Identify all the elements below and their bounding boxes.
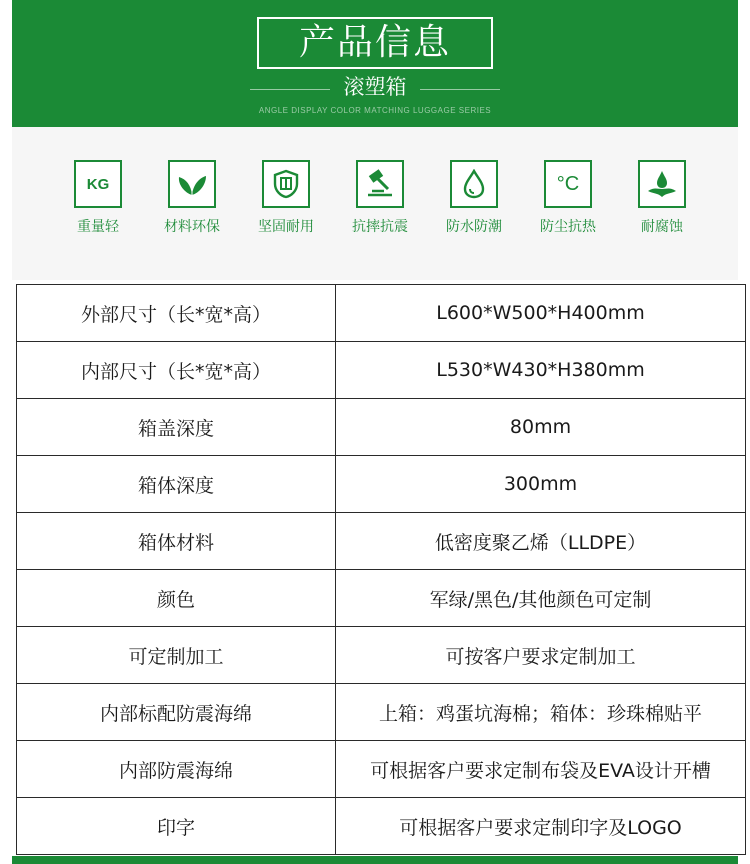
spec-label: 印字 — [17, 798, 336, 855]
spec-value: 上箱：鸡蛋坑海棉；箱体：珍珠棉贴平 — [336, 684, 746, 741]
feature-anticorrosion — [622, 160, 702, 236]
spec-label: 颜色 — [17, 570, 336, 627]
spec-label: 箱盖深度 — [17, 399, 336, 456]
feature-eco — [152, 160, 232, 236]
feature-waterproof — [434, 160, 514, 236]
feature-label: 防尘抗热 — [540, 219, 596, 235]
feature-label: 耐腐蚀 — [641, 219, 683, 235]
spec-value: 80mm — [336, 399, 746, 456]
feature-label: 重量轻 — [77, 219, 119, 235]
feature-weight — [58, 160, 138, 236]
spec-label: 可定制加工 — [17, 627, 336, 684]
feature-label: 坚固耐用 — [258, 219, 314, 235]
table-row — [17, 627, 746, 684]
table-row — [17, 684, 746, 741]
feature-label: 抗摔抗震 — [352, 219, 408, 235]
spec-label: 箱体材料 — [17, 513, 336, 570]
spec-label: 内部防震海绵 — [17, 741, 336, 798]
spec-value: 300mm — [336, 456, 746, 513]
feature-dust-heat — [528, 160, 608, 236]
spec-label: 箱体深度 — [17, 456, 336, 513]
feature-durable — [246, 160, 326, 236]
spec-table — [16, 284, 746, 855]
table-row — [17, 285, 746, 342]
spec-label: 内部尺寸（长*宽*高） — [17, 342, 336, 399]
table-row — [17, 513, 746, 570]
spec-value: 可根据客户要求定制印字及LOGO — [336, 798, 746, 855]
spec-value: L600*W500*H400mm — [336, 285, 746, 342]
feature-strip — [12, 127, 738, 280]
kg-icon-text: KG — [86, 175, 110, 193]
spec-label: 外部尺寸（长*宽*高） — [17, 285, 336, 342]
shield-icon — [262, 160, 310, 208]
english-subtitle: ANGLE DISPLAY COLOR MATCHING LUGGAGE SERIES — [258, 106, 492, 115]
spec-value: 可按客户要求定制加工 — [336, 627, 746, 684]
table-row — [17, 570, 746, 627]
corrosion-drop-icon — [638, 160, 686, 208]
kg-weight-icon — [74, 160, 122, 208]
page-title: 产品信息 — [257, 17, 493, 69]
spec-value: 可根据客户要求定制布袋及EVA设计开槽 — [336, 741, 746, 798]
gavel-icon — [356, 160, 404, 208]
feature-shockproof — [340, 160, 420, 236]
spec-value: 低密度聚乙烯（LLDPE） — [336, 513, 746, 570]
table-row — [17, 741, 746, 798]
celsius-icon-text: °C — [556, 172, 580, 195]
water-drop-icon — [450, 160, 498, 208]
table-row — [17, 798, 746, 855]
table-row — [17, 456, 746, 513]
table-row — [17, 342, 746, 399]
spec-value: 军绿/黑色/其他颜色可定制 — [336, 570, 746, 627]
product-subtitle: 滚塑箱 — [343, 75, 407, 99]
feature-label: 材料环保 — [164, 219, 220, 235]
spec-value: L530*W430*H380mm — [336, 342, 746, 399]
table-row — [17, 399, 746, 456]
temperature-icon — [544, 160, 592, 208]
spec-label: 内部标配防震海绵 — [17, 684, 336, 741]
leaf-icon — [168, 160, 216, 208]
footer-bar — [12, 856, 738, 864]
feature-label: 防水防潮 — [446, 219, 502, 235]
